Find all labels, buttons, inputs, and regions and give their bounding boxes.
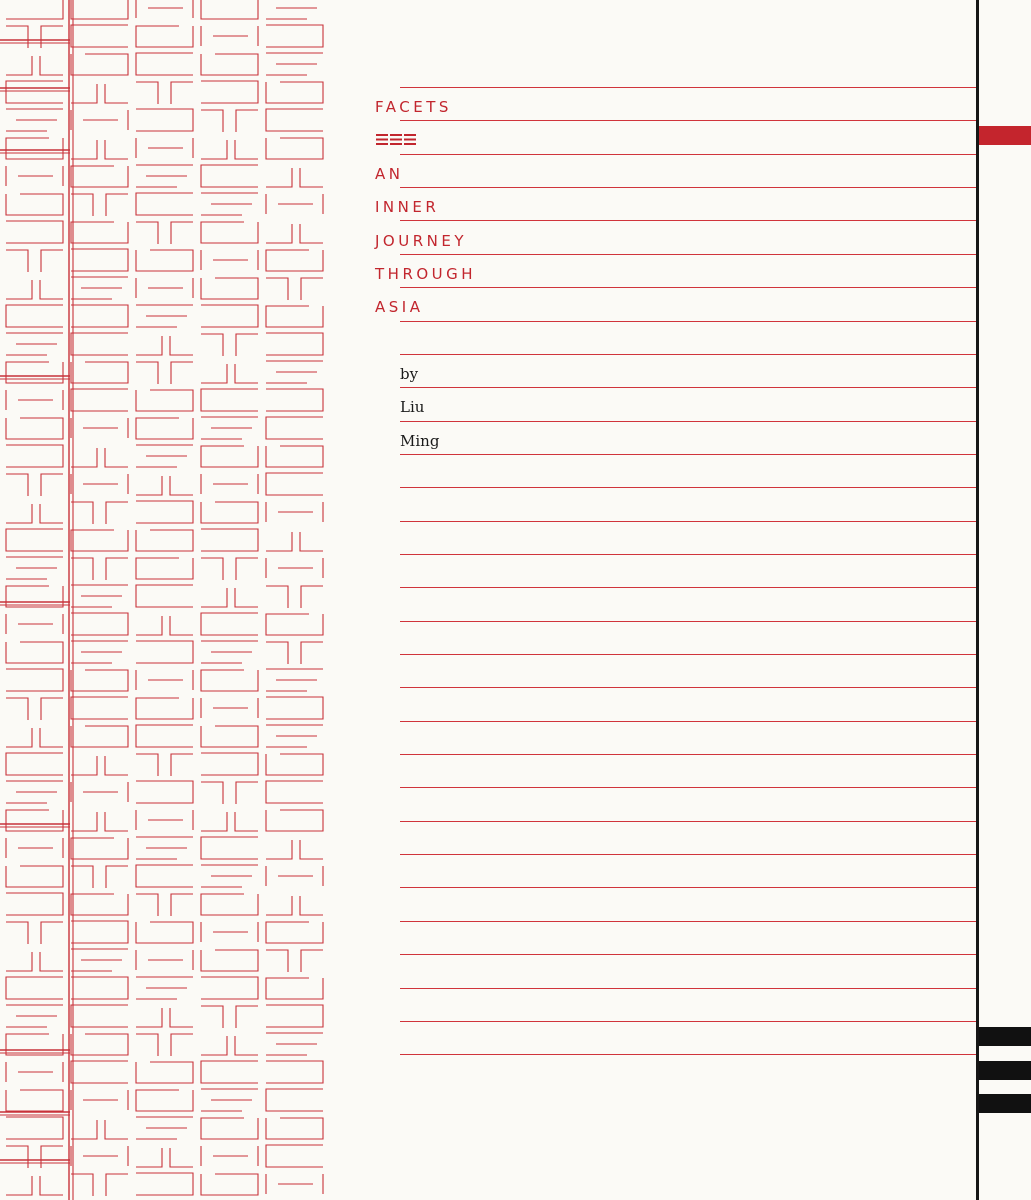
maze-stroke (266, 502, 323, 522)
maze-stroke (266, 1061, 323, 1083)
maze-stroke (266, 532, 323, 551)
maze-stroke (71, 1120, 128, 1139)
maze-stroke (71, 333, 128, 355)
maze-stroke (201, 389, 258, 411)
maze-stroke (266, 1118, 323, 1139)
maze-stroke (266, 446, 323, 467)
ruled-line (400, 621, 978, 622)
maze-stroke (71, 448, 128, 467)
maze-stroke (136, 1090, 193, 1111)
maze-stroke (6, 221, 63, 243)
maze-stroke (266, 333, 323, 355)
maze-stroke (266, 82, 323, 103)
maze-stroke (266, 1145, 323, 1167)
ruled-line (400, 120, 978, 121)
maze-stroke (266, 642, 323, 664)
maze-stroke (6, 669, 63, 691)
maze-stroke (6, 362, 63, 383)
maze-stroke (136, 1034, 193, 1056)
maze-stroke (201, 950, 258, 971)
maze-stroke (136, 1008, 193, 1027)
maze-stroke (6, 250, 63, 272)
maze-stroke (266, 53, 323, 75)
maze-stroke (136, 336, 193, 355)
ruled-line (400, 387, 978, 388)
maze-stroke (266, 138, 323, 159)
maze-stroke (71, 1061, 128, 1083)
maze-stroke (136, 476, 193, 495)
ruled-line (400, 554, 978, 555)
maze-stroke (136, 641, 193, 663)
ruled-line (400, 521, 978, 522)
maze-stroke (71, 362, 128, 383)
maze-stroke (201, 1146, 258, 1166)
maze-stroke (136, 950, 193, 970)
maze-stroke (201, 529, 258, 551)
maze-stroke (6, 952, 63, 971)
maze-stroke (201, 922, 258, 942)
maze-stroke (201, 193, 258, 215)
maze-stroke (201, 334, 258, 356)
triple-bar-ornament-icon (375, 126, 476, 159)
ruled-line (400, 954, 978, 955)
ruled-line (400, 721, 978, 722)
ruled-line (400, 821, 978, 822)
maze-stroke (201, 670, 258, 691)
maze-stroke (266, 950, 323, 972)
maze-stroke (71, 110, 128, 130)
maze-stroke (136, 977, 193, 999)
maze-stroke (136, 109, 193, 131)
maze-stroke (266, 1005, 323, 1027)
maze-stroke (6, 445, 63, 467)
maze-stroke (71, 670, 128, 691)
maze-stroke (201, 474, 258, 494)
ruled-line (400, 321, 978, 322)
maze-stroke (136, 810, 193, 830)
maze-stroke (201, 140, 258, 159)
maze-stroke (266, 194, 323, 214)
ruled-line (400, 1054, 978, 1055)
maze-stroke (201, 81, 258, 103)
maze-stroke (6, 1062, 63, 1082)
maze-stroke (136, 725, 193, 747)
maze-stroke (201, 54, 258, 75)
maze-stroke (266, 896, 323, 915)
maze-stroke (71, 812, 128, 831)
maze-stroke (6, 1146, 63, 1168)
spine-black-bar (979, 1061, 1031, 1080)
maze-stroke (6, 977, 63, 999)
title-line-inner: INNER (375, 198, 440, 217)
maze-stroke (6, 642, 63, 663)
ruled-line (400, 854, 978, 855)
title-line-an: AN (375, 164, 404, 183)
maze-stroke (6, 614, 63, 634)
maze-stroke (6, 56, 63, 75)
maze-stroke (136, 922, 193, 943)
maze-stroke (136, 1148, 193, 1167)
ruled-line (400, 654, 978, 655)
maze-stroke (136, 837, 193, 859)
author-last-name: Ming (400, 431, 440, 450)
spine-black-bar (979, 1027, 1031, 1046)
maze-stroke (71, 782, 128, 802)
ruled-line (400, 887, 978, 888)
maze-stroke (136, 390, 193, 411)
maze-stroke (136, 193, 193, 215)
spine-red-bar (979, 126, 1031, 145)
maze-stroke (136, 222, 193, 244)
maze-stroke (6, 504, 63, 523)
maze-stroke (71, 54, 128, 75)
maze-stroke (136, 865, 193, 887)
maze-stroke (136, 82, 193, 104)
maze-stroke (201, 1174, 258, 1195)
maze-stroke (266, 109, 323, 131)
maze-stroke (71, 474, 128, 494)
maze-stroke (201, 613, 258, 635)
maze-stroke (201, 977, 258, 999)
maze-stroke (6, 866, 63, 887)
maze-stroke (71, 866, 128, 888)
maze-stroke (201, 165, 258, 187)
maze-stroke (71, 277, 128, 299)
maze-stroke (201, 865, 258, 887)
maze-stroke (71, 756, 128, 775)
maze-stroke (6, 0, 63, 19)
maze-stroke (71, 949, 128, 971)
maze-stroke (6, 333, 63, 355)
maze-stroke (136, 1173, 193, 1195)
maze-stroke (201, 1118, 258, 1139)
maze-stroke (6, 109, 63, 131)
maze-stroke (201, 364, 258, 383)
author-by: by (400, 365, 419, 383)
maze-stroke (136, 362, 193, 384)
maze-stroke (266, 361, 323, 383)
ruled-line (400, 587, 978, 588)
maze-stroke (6, 893, 63, 915)
maze-stroke (201, 250, 258, 270)
maze-stroke (6, 781, 63, 803)
maze-stroke (6, 418, 63, 439)
maze-stroke (136, 418, 193, 439)
maze-stroke (266, 754, 323, 775)
maze-stroke (71, 389, 128, 411)
maze-stroke (201, 812, 258, 831)
maze-stroke (6, 529, 63, 551)
maze-stroke (136, 754, 193, 776)
maze-stroke (71, 1146, 128, 1166)
maze-stroke (266, 725, 323, 747)
maze-stroke (136, 53, 193, 75)
maze-stroke (266, 1033, 323, 1055)
ruled-line (400, 421, 978, 422)
maze-stroke (266, 810, 323, 831)
maze-stroke (6, 810, 63, 831)
ruled-line (400, 787, 978, 788)
title-line-journey: JOURNEY (375, 231, 467, 250)
maze-stroke (136, 501, 193, 523)
maze-stroke (6, 557, 63, 579)
maze-stroke (201, 502, 258, 523)
maze-stroke (6, 81, 63, 103)
maze-stroke (6, 586, 63, 607)
maze-stroke (136, 138, 193, 158)
maze-stroke (71, 1005, 128, 1027)
maze-stroke (266, 922, 323, 943)
maze-stroke (201, 837, 258, 859)
maze-stroke (71, 1034, 128, 1055)
maze-stroke (6, 305, 63, 327)
maze-stroke (201, 446, 258, 467)
ruled-lines (400, 0, 978, 1200)
maze-stroke (6, 194, 63, 215)
maze-stroke (201, 641, 258, 663)
maze-stroke (6, 1034, 63, 1055)
maze-stroke (6, 26, 63, 48)
maze-stroke (71, 418, 128, 438)
maze-stroke (71, 305, 128, 327)
title-line-through: THROUGH (375, 264, 477, 283)
maze-stroke (201, 753, 258, 775)
maze-stroke (136, 445, 193, 467)
maze-stroke (201, 278, 258, 299)
maze-stroke (71, 249, 128, 271)
maze-stroke (266, 586, 323, 608)
maze-stroke (6, 1090, 63, 1111)
maze-stroke (6, 166, 63, 186)
maze-stroke (71, 25, 128, 47)
author-first-name: Liu (400, 398, 425, 417)
maze-stroke (266, 224, 323, 243)
maze-stroke (71, 613, 128, 635)
maze-stroke (266, 978, 323, 999)
maze-stroke (6, 390, 63, 410)
maze-stroke (71, 502, 128, 524)
maze-stroke (71, 585, 128, 607)
maze-stroke (136, 585, 193, 607)
maze-stroke (136, 616, 193, 635)
maze-stroke (201, 558, 258, 580)
maze-stroke (266, 389, 323, 411)
maze-stroke (136, 165, 193, 187)
maze-stroke (266, 614, 323, 635)
maze-stroke (71, 921, 128, 943)
maze-stroke (71, 697, 128, 719)
maze-stroke (71, 530, 128, 551)
maze-stroke (6, 1117, 63, 1139)
maze-stroke (266, 25, 323, 47)
ruled-line (400, 287, 978, 288)
maze-stroke (201, 305, 258, 327)
maze-stroke (201, 1036, 258, 1055)
maze-stroke (266, 306, 323, 327)
maze-stroke (136, 781, 193, 803)
maze-stroke (71, 894, 128, 915)
ruled-line (400, 687, 978, 688)
maze-stroke (201, 1006, 258, 1028)
maze-stroke (201, 894, 258, 915)
ruled-line (400, 354, 978, 355)
maze-stroke (6, 474, 63, 496)
maze-stroke (136, 278, 193, 298)
maze-stroke (201, 726, 258, 747)
maze-stroke (6, 838, 63, 858)
maze-stroke (71, 166, 128, 187)
title-line-asia: ASIA (375, 298, 424, 317)
maze-stroke (136, 305, 193, 327)
maze-stroke (266, 250, 323, 271)
maze-stroke (71, 838, 128, 859)
maze-stroke (6, 138, 63, 159)
title-line-facets: FACETS (375, 98, 452, 116)
maze-stroke (201, 698, 258, 718)
maze-stroke (266, 1089, 323, 1111)
ruled-line (400, 87, 978, 88)
maze-stroke (71, 1090, 128, 1110)
maze-stroke (6, 698, 63, 720)
ruled-line (400, 754, 978, 755)
maze-stroke (266, 473, 323, 495)
ruled-line (400, 921, 978, 922)
maze-pattern-panel (0, 0, 330, 1200)
ruled-line (400, 487, 978, 488)
maze-stroke (71, 84, 128, 103)
ruled-line (400, 220, 978, 221)
maze-stroke (6, 280, 63, 299)
ruled-line (400, 454, 978, 455)
maze-stroke (266, 168, 323, 187)
maze-stroke (266, 866, 323, 886)
maze-stroke (266, 417, 323, 439)
maze-stroke (201, 1089, 258, 1111)
maze-stroke (71, 1174, 128, 1196)
maze-stroke (266, 278, 323, 300)
maze-stroke (136, 894, 193, 916)
spine-black-bar (979, 1094, 1031, 1113)
ruled-line (400, 988, 978, 989)
maze-stroke (71, 558, 128, 580)
spine-divider (976, 0, 979, 1200)
maze-stroke (266, 840, 323, 859)
maze-stroke (266, 0, 323, 19)
maze-stroke (201, 417, 258, 439)
maze-stroke (266, 558, 323, 578)
maze-stroke (71, 977, 128, 999)
ruled-line (400, 187, 978, 188)
maze-stroke (136, 250, 193, 271)
maze-stroke (71, 641, 128, 663)
ruled-line (400, 254, 978, 255)
maze-stroke (6, 922, 63, 944)
maze-stroke (6, 753, 63, 775)
maze-stroke (136, 26, 193, 47)
maze-stroke (71, 222, 128, 243)
maze-stroke (136, 670, 193, 690)
maze-stroke (266, 1174, 323, 1194)
maze-stroke (136, 0, 193, 18)
book-title (375, 93, 476, 327)
maze-stroke (266, 669, 323, 691)
maze-stroke (201, 26, 258, 46)
maze-stroke (136, 558, 193, 579)
maze-stroke (136, 698, 193, 719)
maze-stroke (201, 0, 258, 19)
maze-stroke (201, 222, 258, 243)
maze-stroke (136, 1062, 193, 1083)
ruled-line (400, 154, 978, 155)
maze-stroke (6, 1176, 63, 1195)
maze-stroke (136, 1117, 193, 1139)
maze-stroke (201, 110, 258, 132)
maze-stroke (71, 0, 128, 19)
maze-stroke (71, 726, 128, 747)
maze-stroke (201, 782, 258, 804)
maze-stroke (201, 588, 258, 607)
maze-stroke (6, 1005, 63, 1027)
maze-stroke (201, 1061, 258, 1083)
maze-stroke (6, 728, 63, 747)
maze-stroke (71, 140, 128, 159)
maze-stroke (71, 194, 128, 216)
maze-stroke (266, 781, 323, 803)
maze-stroke (266, 697, 323, 719)
ruled-line (400, 1021, 978, 1022)
author-credit (400, 360, 439, 460)
maze-stroke (136, 530, 193, 551)
maze-pattern (0, 0, 330, 1200)
